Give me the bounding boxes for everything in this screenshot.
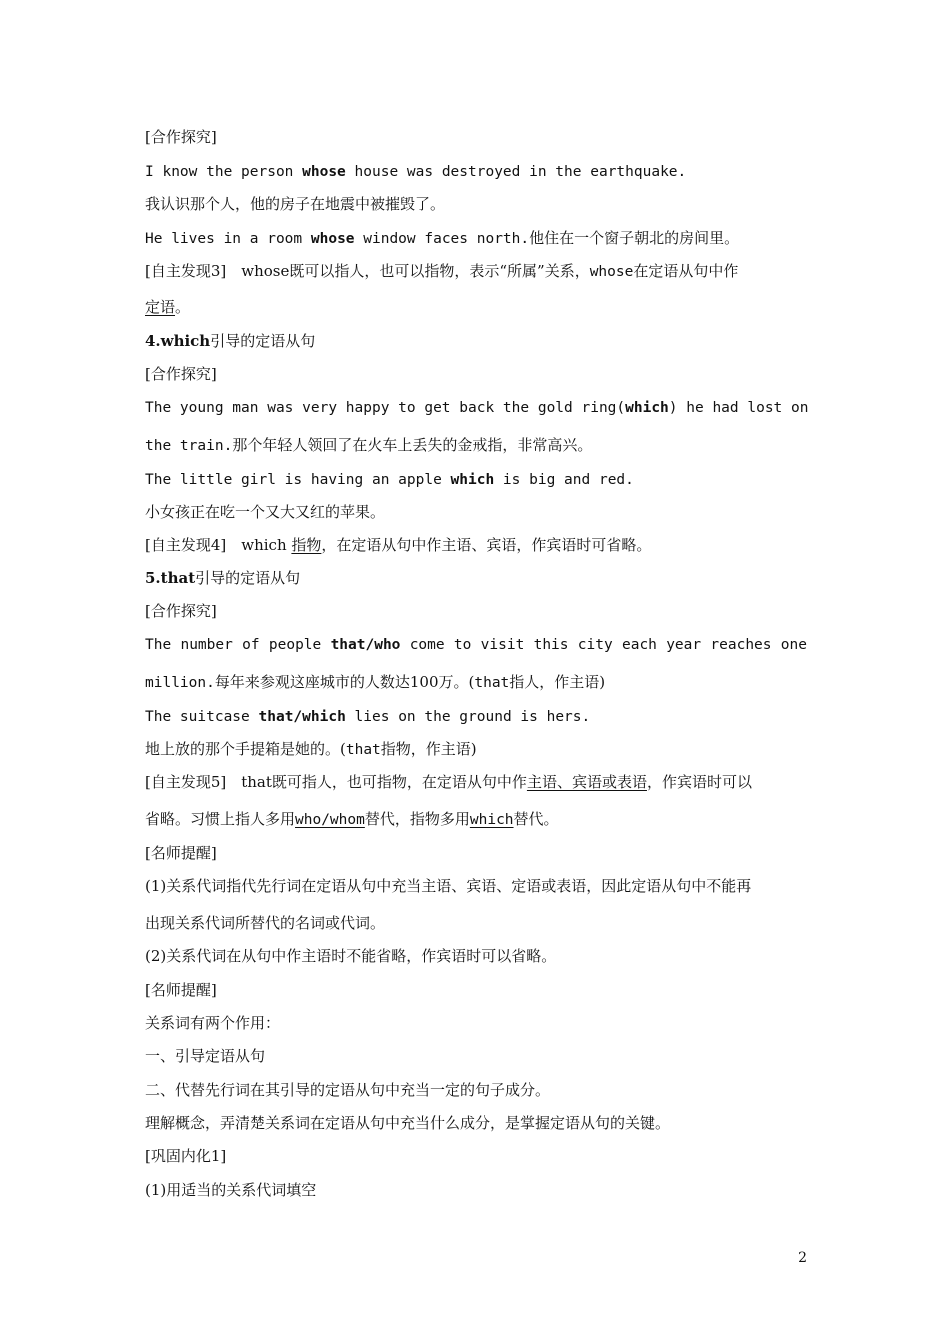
translation: 我认识那个人，他的房子在地震中被摧毁了。 [145,195,446,213]
section-heading: [合作探究] [145,128,217,146]
subsection-title: 4.which引导的定语从句 [145,332,316,350]
tip-paragraph: 关系词有两个作用： [145,1014,281,1032]
translation: 小女孩正在吃一个又大又红的苹果。 [145,503,386,521]
tip-paragraph: 理解概念，弄清楚关系词在定语从句中充当什么成分，是掌握定语从句的关键。 [145,1114,671,1132]
tip-paragraph: 一、引导定语从句 [145,1047,266,1065]
example-sentence: He lives in a room whose window faces north.他住在一个窗子朝北的房间里。 [145,229,740,247]
example-sentence: The little girl is having an apple which is big and red. [145,472,634,488]
section-heading: [名师提醒] [145,981,217,999]
example-sentence: The number of people that/who come to visit this city each year reaches one [145,637,807,653]
translation: 地上放的那个手提箱是她的。(that指物，作主语) [145,740,477,758]
discovery-note: [自主发现3] whose既可以指人，也可以指物，表示“所属”关系，whose在定语从句中作 [145,262,739,280]
page-number: 2 [798,1250,807,1266]
subsection-title: 5.that引导的定语从句 [145,569,301,587]
example-sentence: The suitcase that/which lies on the ground is hers. [145,709,591,725]
section-heading: [合作探究] [145,602,217,620]
tip-paragraph-cont: 出现关系代词所替代的名词或代词。 [145,914,386,932]
section-heading: [名师提醒] [145,844,217,862]
section-heading: [合作探究] [145,365,217,383]
tip-paragraph: (2)关系代词在从句中作主语时不能省略，作宾语时可以省略。 [145,947,557,965]
tip-paragraph: 二、代替先行词在其引导的定语从句中充当一定的句子成分。 [145,1081,551,1099]
section-heading: [巩固内化1] [145,1147,227,1165]
example-sentence-cont: million.每年来参观这座城市的人数达100万。(that指人，作主语) [145,673,606,691]
discovery-note: [自主发现5] that既可指人，也可指物，在定语从句中作主语、宾语或表语，作宾语时可以 [145,773,752,791]
example-sentence: I know the person whose house was destroyed in the earthquake. [145,164,687,180]
discovery-note: [自主发现4] which 指物，在定语从句中作主语、宾语，作宾语时可省略。 [145,536,652,554]
exercise-heading: (1)用适当的关系代词填空 [145,1181,317,1199]
example-sentence-cont: the train.那个年轻人领回了在火车上丢失的金戒指，非常高兴。 [145,436,593,454]
example-sentence: The young man was very happy to get back the gold ring(which) he had lost on [145,400,809,416]
discovery-note-cont: 省略。习惯上指人多用who/whom替代，指物多用which替代。 [145,810,559,828]
discovery-note-cont: 定语。 [145,298,191,316]
tip-paragraph: (1)关系代词指代先行词在定语从句中充当主语、宾语、定语或表语，因此定语从句中不能再 [145,877,752,895]
